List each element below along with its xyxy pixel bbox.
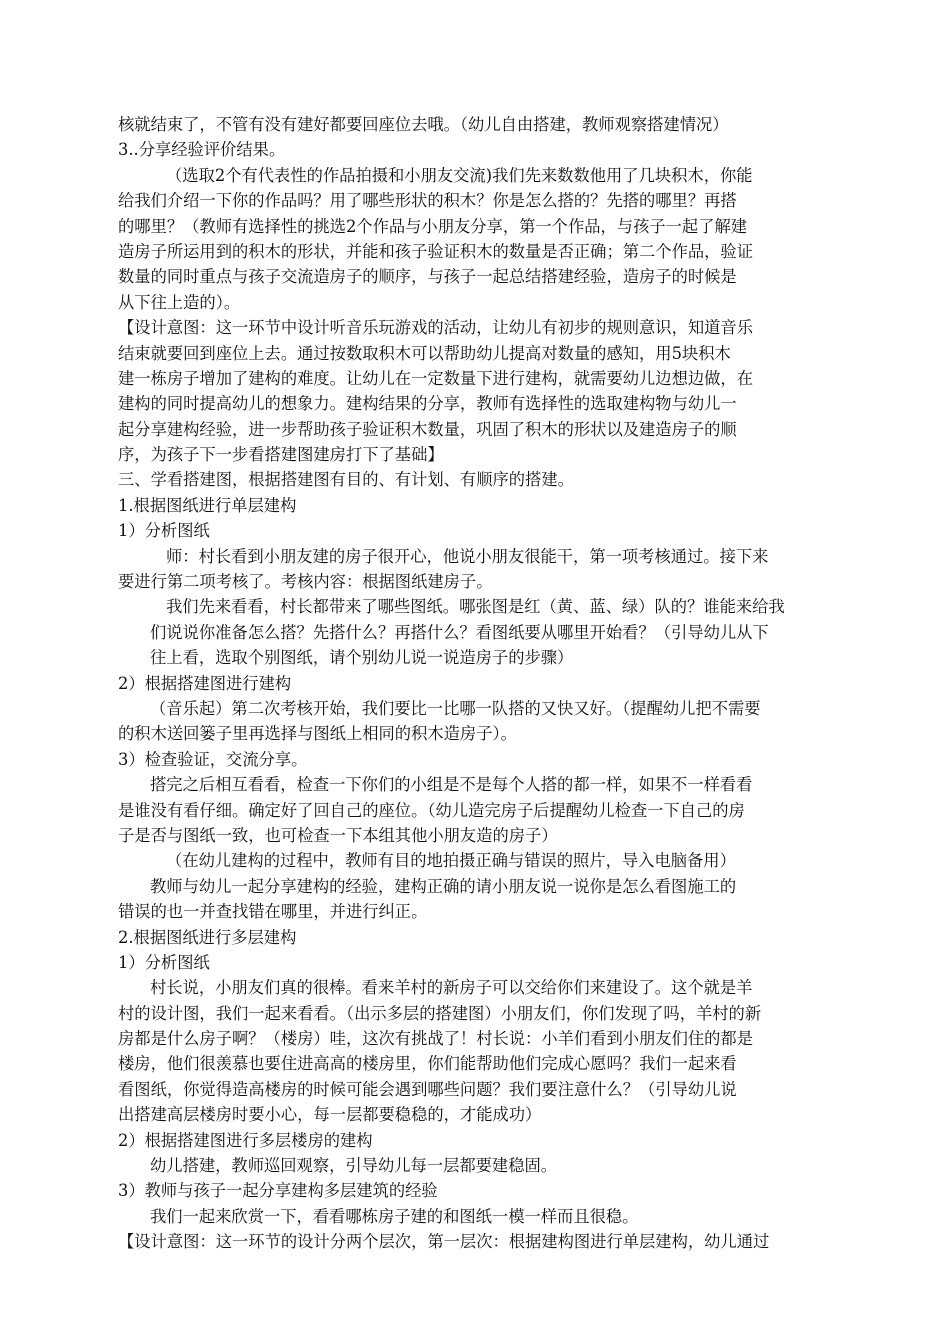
paragraph-line: 造房子所运用到的积木的形状，并能和孩子验证积木的数量是否正确；第二个作品，验证 bbox=[118, 241, 753, 261]
paragraph-line: 们说说你准备怎么搭？先搭什么？再搭什么？看图纸要从哪里开始看？（引导幼儿从下 bbox=[150, 622, 769, 642]
paragraph-line: 村长说，小朋友们真的很棒。看来羊村的新房子可以交给你们来建设了。这个就是羊 bbox=[150, 978, 753, 998]
paragraph-line: 1）分析图纸 bbox=[118, 952, 210, 972]
paragraph-line: 结束就要回到座位上去。通过按数取积木可以帮助幼儿提高对数量的感知，用5块积木 bbox=[118, 343, 731, 363]
paragraph-line: 看图纸，你觉得造高楼房的时候可能会遇到哪些问题？我们要注意什么？（引导幼儿说 bbox=[118, 1079, 737, 1099]
paragraph-line: 3）检查验证，交流分享。 bbox=[118, 749, 308, 769]
paragraph-line: 师：村长看到小朋友建的房子很开心，他说小朋友很能干，第一项考核通过。接下来 bbox=[166, 546, 769, 566]
paragraph-line: 序，为孩子下一步看搭建图建房打下了基础】 bbox=[118, 445, 444, 465]
paragraph-line: 错误的也一并查找错在哪里，并进行纠正。 bbox=[118, 902, 428, 922]
paragraph-line: 出搭建高层楼房时要小心，每一层都要稳稳的，才能成功） bbox=[118, 1105, 542, 1125]
paragraph-line: 核就结束了，不管有没有建好都要回座位去哦。（幼儿自由搭建，教师观察搭建情况） bbox=[118, 115, 729, 134]
paragraph-line: （在幼儿建构的过程中，教师有目的地拍摄正确与错误的照片，导入电脑备用） bbox=[166, 851, 736, 871]
paragraph-line: 子是否与图纸一致，也可检查一下本组其他小朋友造的房子） bbox=[118, 825, 558, 845]
paragraph-line: 是谁没有看仔细。确定好了回自己的座位。（幼儿造完房子后提醒幼儿检查一下自己的房 bbox=[118, 800, 745, 820]
paragraph-line: 我们一起来欣赏一下，看看哪栋房子建的和图纸一模一样而且很稳。 bbox=[150, 1206, 639, 1226]
paragraph-line: 1.根据图纸进行单层建构 bbox=[118, 495, 297, 515]
paragraph-line: 幼儿搭建，教师巡回观察，引导幼儿每一层都要建稳固。 bbox=[150, 1156, 558, 1176]
paragraph-line: （音乐起）第二次考核开始，我们要比一比哪一队搭的又快又好。（提醒幼儿把不需要 bbox=[150, 698, 761, 718]
paragraph-line: 给我们介绍一下你的作品吗？用了哪些形状的积木？你是怎么搭的？先搭的哪里？再搭 bbox=[118, 191, 737, 211]
paragraph-line: 2.根据图纸进行多层建构 bbox=[118, 927, 297, 947]
paragraph-line: 从下往上造的）。 bbox=[118, 292, 241, 312]
paragraph-line: 建构的同时提高幼儿的想象力。建构结果的分享，教师有选择性的选取建构物与幼儿一 bbox=[118, 394, 737, 414]
paragraph-line: 房都是什么房子啊？（楼房）哇，这次有挑战了！村长说：小羊们看到小朋友们住的都是 bbox=[118, 1029, 753, 1049]
paragraph-line: 2）根据搭建图进行多层楼房的建构 bbox=[118, 1130, 373, 1150]
paragraph-line: 1）分析图纸 bbox=[118, 521, 210, 541]
paragraph-line: 【设计意图：这一环节的设计分两个层次，第一层次：根据建构图进行单层建构，幼儿通过 bbox=[118, 1232, 770, 1252]
paragraph-line: （选取2个有代表性的作品拍摄和小朋友交流)我们先来数数他用了几块积木，你能 bbox=[166, 165, 753, 185]
paragraph-line: 我们先来看看，村长都带来了哪些图纸。哪张图是红（黄、蓝、绿）队的？谁能来给我 bbox=[166, 597, 785, 617]
paragraph-line: 建一栋房子增加了建构的难度。让幼儿在一定数量下进行建构，就需要幼儿边想边做，在 bbox=[118, 368, 753, 388]
paragraph-line: 的积木送回篓子里再选择与图纸上相同的积木造房子）。 bbox=[118, 724, 517, 744]
document-body bbox=[118, 112, 852, 1255]
paragraph-line: 【设计意图：这一环节中设计听音乐玩游戏的活动，让幼儿有初步的规则意识，知道音乐 bbox=[118, 318, 753, 338]
paragraph-line: 要进行第二项考核了。考核内容：根据图纸建房子。 bbox=[118, 572, 493, 592]
paragraph-line: 教师与幼儿一起分享建构的经验，建构正确的请小朋友说一说你是怎么看图施工的 bbox=[150, 876, 737, 896]
paragraph-line: 三、学看搭建图，根据搭建图有目的、有计划、有顺序的搭建。 bbox=[118, 470, 574, 490]
paragraph-line: 往上看，选取个别图纸，请个别幼儿说一说造房子的步骤） bbox=[150, 648, 574, 668]
paragraph-line: 村的设计图，我们一起来看看。（出示多层的搭建图）小朋友们，你们发现了吗，羊村的新 bbox=[118, 1003, 762, 1023]
paragraph-line: 楼房，他们很羡慕也要住进高高的楼房里，你们能帮助他们完成心愿吗？我们一起来看 bbox=[118, 1054, 737, 1074]
paragraph-line: 3..分享经验评价结果。 bbox=[118, 140, 286, 160]
paragraph-line: 起分享建构经验，进一步帮助孩子验证积木数量，巩固了积木的形状以及建造房子的顺 bbox=[118, 419, 737, 439]
paragraph-line: 2）根据搭建图进行建构 bbox=[118, 673, 292, 693]
paragraph-line: 的哪里？（教师有选择性的挑选2个作品与小朋友分享，第一个作品，与孩子一起了解建 bbox=[118, 216, 748, 236]
paragraph-line: 数量的同时重点与孩子交流造房子的顺序，与孩子一起总结搭建经验，造房子的时候是 bbox=[118, 267, 737, 287]
paragraph-line: 3）教师与孩子一起分享建构多层建筑的经验 bbox=[118, 1181, 438, 1201]
paragraph-line: 搭完之后相互看看，检查一下你们的小组是不是每个人搭的都一样，如果不一样看看 bbox=[150, 775, 753, 795]
